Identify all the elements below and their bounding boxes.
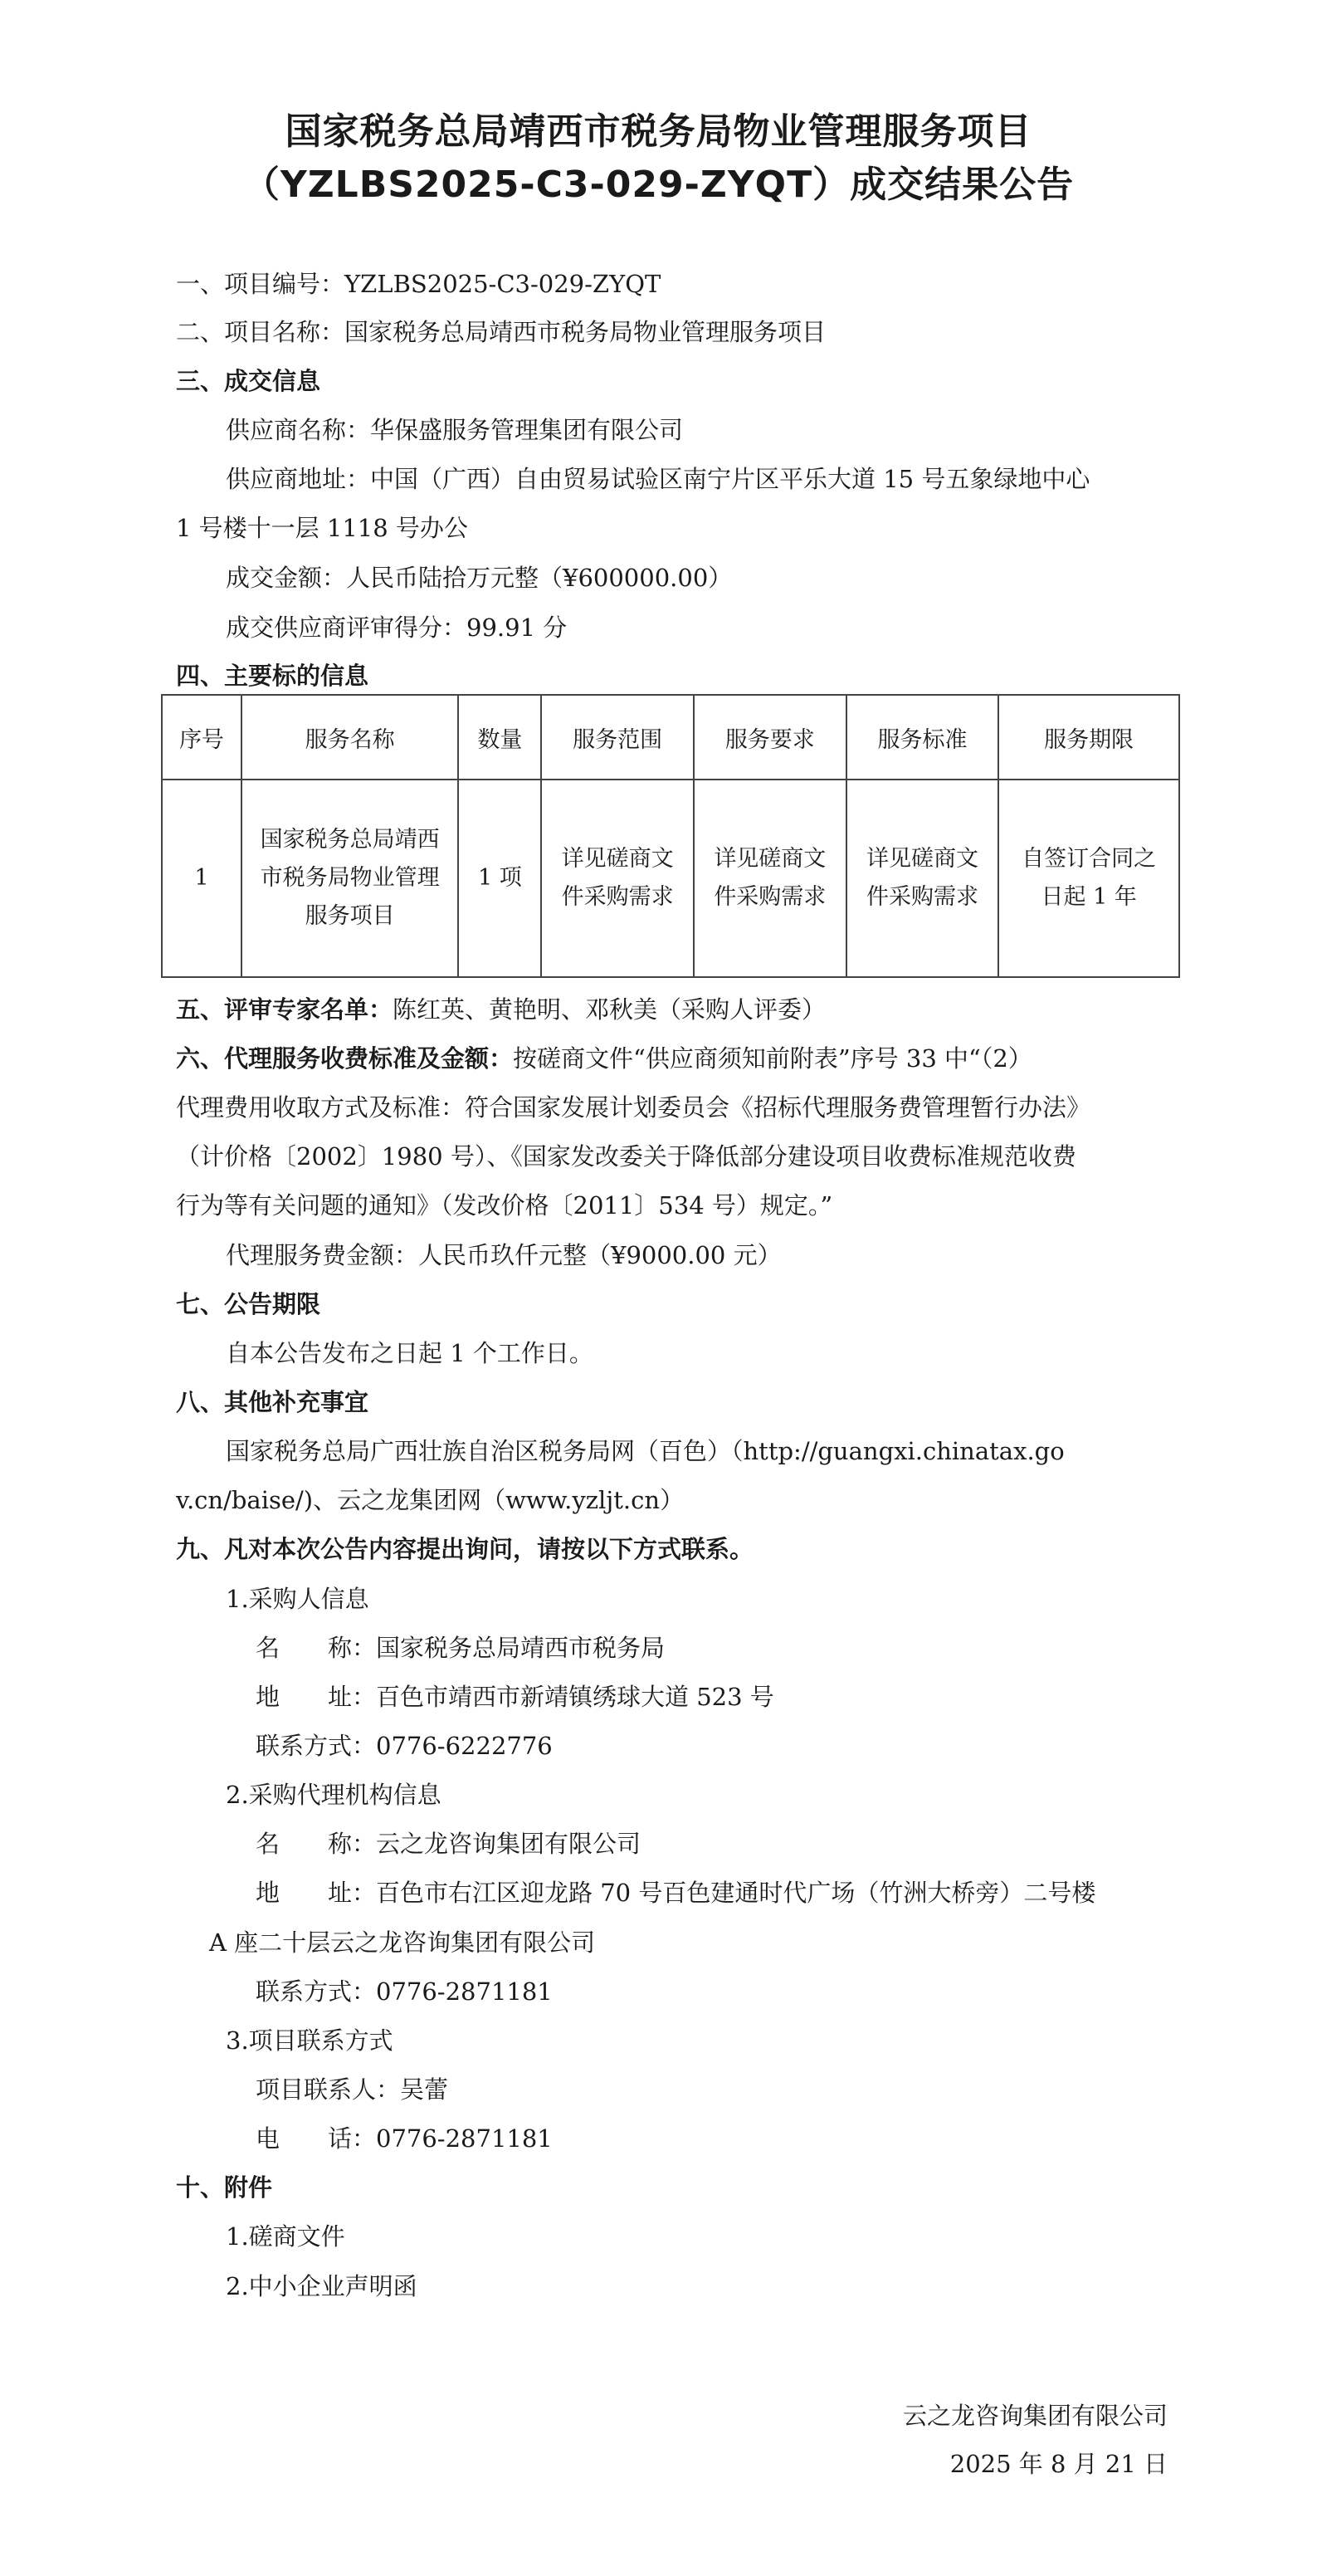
supplier-address-1: 供应商地址：中国（广西）自由贸易试验区南宁片区平乐大道 15 号五象绿地中心	[226, 465, 1090, 493]
agency-fee-text: 按磋商文件“供应商须知前附表”序号 33 中“（2）	[513, 1044, 1032, 1073]
table-header: 序号	[162, 695, 241, 780]
cell-no: 1	[162, 780, 241, 977]
review-score: 成交供应商评审得分：99.91 分	[226, 613, 568, 642]
cell-line: 日起 1 年	[1041, 884, 1137, 910]
supplier-address-2: 1 号楼十一层 1118 号办公	[176, 514, 468, 542]
cell-standard	[846, 780, 999, 977]
cell-line: 件采购需求	[714, 884, 827, 910]
cell-term	[998, 780, 1179, 977]
section-10-heading: 十、附件	[176, 2173, 273, 2202]
purchaser-address: 地 址：百色市靖西市新靖镇绣球大道 523 号	[256, 1683, 774, 1711]
experts-value: 陈红英、黄艳明、邓秋美（采购人评委）	[393, 995, 827, 1024]
agency-phone: 联系方式：0776-2871181	[256, 1977, 553, 2006]
table-header-row	[162, 695, 1179, 780]
cell-line: 市税务局物业管理	[260, 865, 440, 891]
section-3-heading: 三、成交信息	[176, 367, 321, 395]
cell-service-name	[241, 780, 459, 977]
agency-fee-amount: 代理服务费金额：人民币玖仟元整（¥9000.00 元）	[226, 1241, 782, 1269]
purchaser-phone: 联系方式：0776-6222776	[256, 1732, 553, 1760]
table-header: 服务期限	[998, 695, 1179, 780]
attachment-2: 2.中小企业声明函	[226, 2272, 417, 2300]
project-name	[176, 315, 826, 349]
purchaser-info-heading: 1.采购人信息	[226, 1585, 369, 1613]
cell-line: 自签订合同之	[1022, 846, 1157, 872]
table-header: 服务标准	[846, 695, 999, 780]
agency-address-1: 地 址：百色市右江区迎龙路 70 号百色建通时代广场（竹洲大桥旁）二号楼	[256, 1879, 1096, 1907]
experts	[176, 993, 826, 1026]
cell-line: 服务项目	[305, 903, 395, 929]
subject-table	[161, 694, 1180, 978]
cell-line: 国家税务总局靖西	[260, 827, 440, 853]
attachment-1: 1.磋商文件	[226, 2222, 345, 2251]
publish-site-line-1: 国家税务总局广西壮族自治区税务局网（百色）（http://guangxi.chinatax.go	[226, 1437, 1065, 1465]
project-number	[176, 267, 661, 301]
cell-quantity: 1 项	[458, 780, 541, 977]
title-line-1: 国家税务总局靖西市税务局物业管理服务项目	[285, 110, 1032, 153]
project-contact-heading: 3.项目联系方式	[226, 2026, 393, 2055]
cell-line: 详见磋商文	[866, 846, 978, 872]
agency-fee-line-4: 行为等有关问题的通知》（发改价格〔2011〕534 号）规定。”	[176, 1191, 833, 1220]
table-header: 服务要求	[694, 695, 846, 780]
table-header: 服务范围	[541, 695, 694, 780]
table-row	[162, 780, 1179, 977]
supplier-name: 供应商名称：华保盛服务管理集团有限公司	[226, 416, 684, 444]
agency-fee-line-2: 代理费用收取方式及标准：符合国家发展计划委员会《招标代理服务费管理暂行办法》	[176, 1093, 1091, 1122]
cell-scope	[541, 780, 694, 977]
agency-address-2: A 座二十层云之龙咨询集团有限公司	[209, 1928, 596, 1957]
cell-line: 件采购需求	[561, 884, 674, 910]
agency-fee-line-1	[176, 1042, 1032, 1075]
table-header: 服务名称	[241, 695, 459, 780]
publish-site-line-2: v.cn/baise/)、云之龙集团网（www.yzljt.cn）	[176, 1486, 685, 1514]
purchaser-name: 名 称：国家税务总局靖西市税务局	[256, 1634, 666, 1662]
experts-heading: 五、评审专家名单：	[176, 995, 393, 1024]
footer-date: 2025 年 8 月 21 日	[949, 2450, 1168, 2478]
notice-period: 自本公告发布之日起 1 个工作日。	[226, 1339, 593, 1367]
section-4-heading: 四、主要标的信息	[176, 662, 369, 690]
agency-info-heading: 2.采购代理机构信息	[226, 1781, 441, 1809]
project-number-value: YZLBS2025-C3-029-ZYQT	[344, 270, 661, 298]
cell-line: 详见磋商文	[561, 846, 674, 872]
section-7-heading: 七、公告期限	[176, 1290, 321, 1318]
cell-line: 件采购需求	[866, 884, 978, 910]
project-name-value: 国家税务总局靖西市税务局物业管理服务项目	[344, 318, 827, 346]
agency-fee-line-3: （计价格〔2002〕1980 号）、《国家发改委关于降低部分建设项目收费标准规范收费	[176, 1142, 1076, 1171]
cell-requirement	[694, 780, 846, 977]
agency-fee-heading: 六、代理服务收费标准及金额：	[176, 1044, 514, 1073]
cell-line: 详见磋商文	[714, 846, 827, 872]
table-header: 数量	[458, 695, 541, 780]
title-line-2: （YZLBS2025-C3-029-ZYQT）成交结果公告	[242, 164, 1075, 206]
deal-amount: 成交金额：人民币陆拾万元整（¥600000.00）	[226, 564, 733, 592]
section-8-heading: 八、其他补充事宜	[176, 1388, 369, 1416]
project-number-heading: 一、项目编号：	[176, 270, 345, 298]
project-name-heading: 二、项目名称：	[176, 318, 345, 346]
section-9-heading: 九、凡对本次公告内容提出询问，请按以下方式联系。	[176, 1535, 754, 1563]
project-contact-phone: 电 话：0776-2871181	[256, 2124, 553, 2153]
footer-org: 云之龙咨询集团有限公司	[902, 2402, 1168, 2430]
agency-name: 名 称：云之龙咨询集团有限公司	[256, 1830, 641, 1858]
project-contact-person: 项目联系人：吴蕾	[256, 2075, 449, 2104]
